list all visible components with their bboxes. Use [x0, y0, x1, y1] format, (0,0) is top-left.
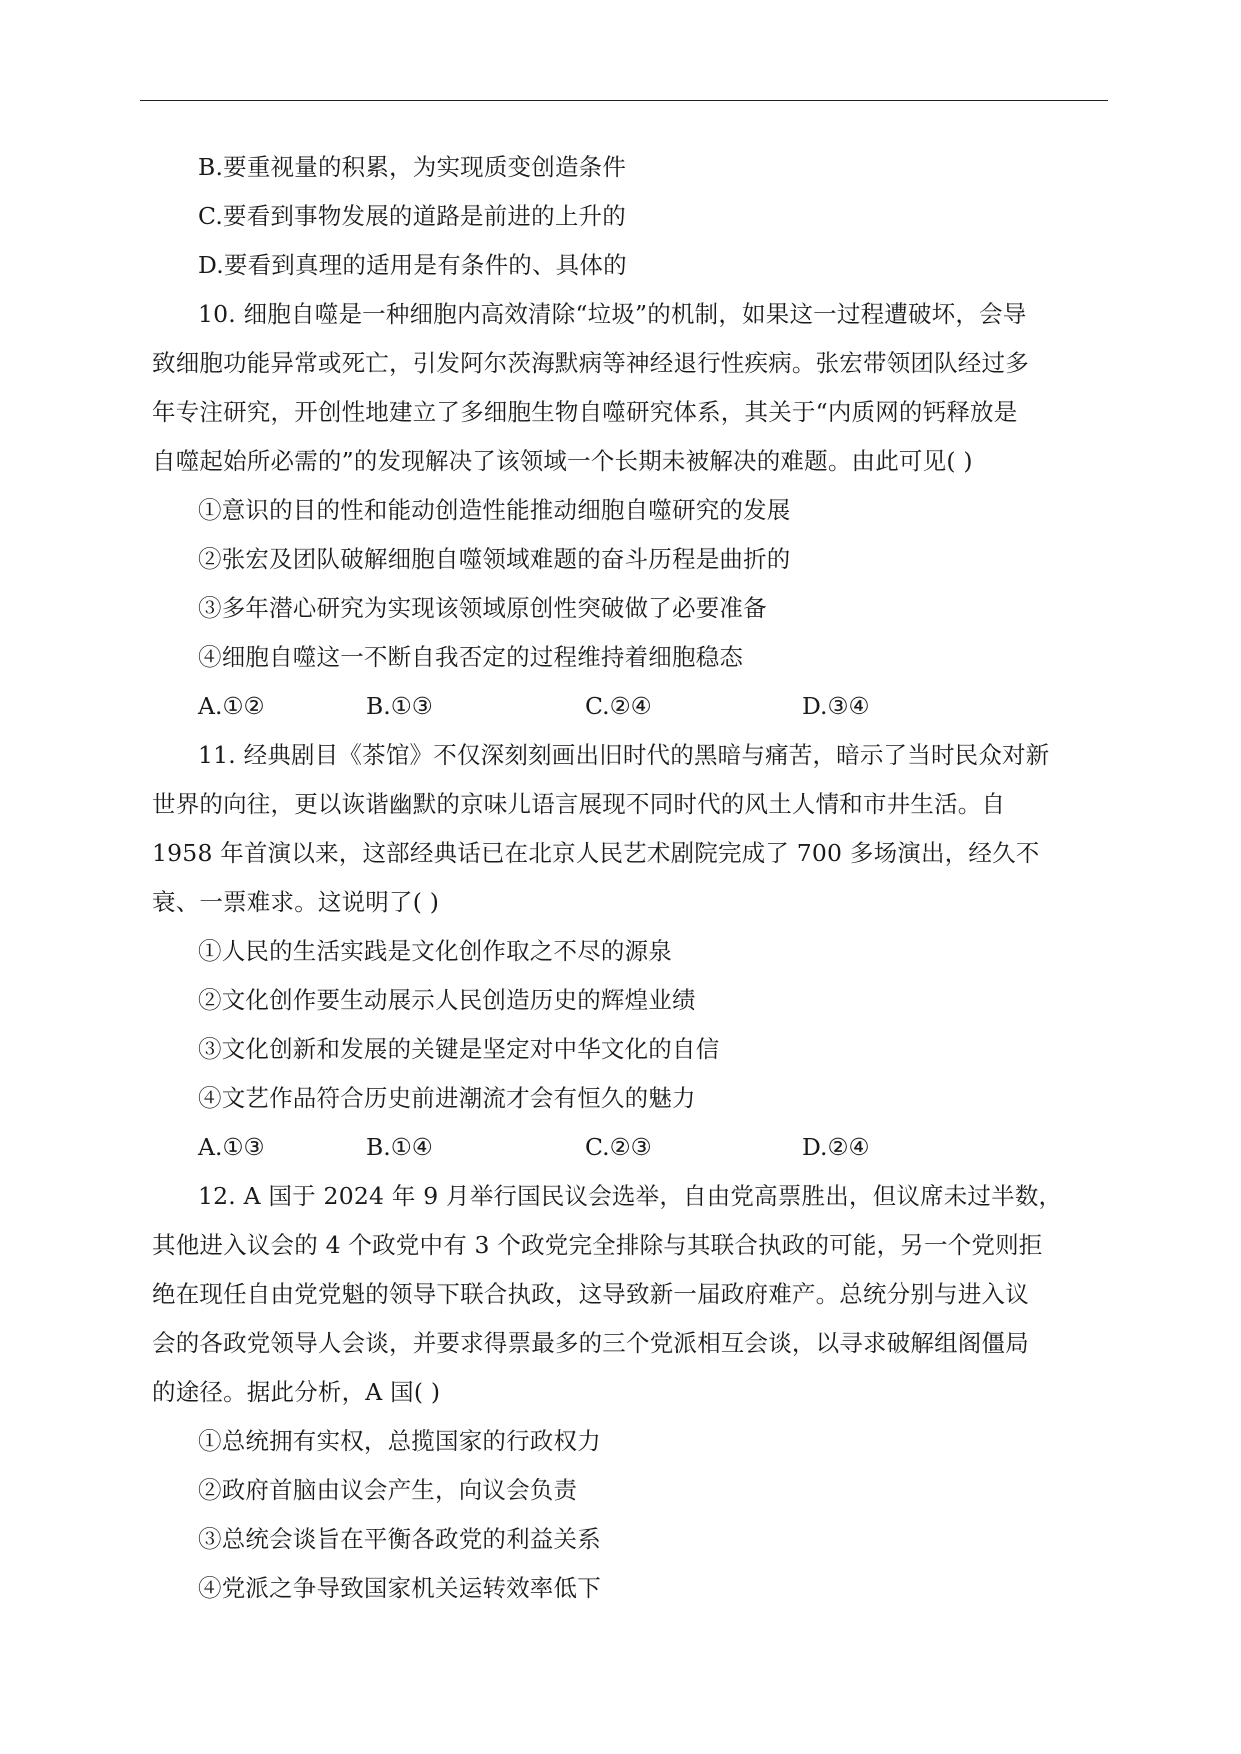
q12-statement-2: ②政府首脑由议会产生，向议会负责: [198, 1476, 578, 1504]
q10-stem-line-1: 10. 细胞自噬是一种细胞内高效清除“垃圾”的机制，如果这一过程遭破坏，会导: [198, 300, 1027, 328]
q11-choice-b: B.①④: [366, 1133, 433, 1161]
q11-statement-1: ①人民的生活实践是文化创作取之不尽的源泉: [198, 937, 672, 965]
q10-statement-3: ③多年潜心研究为实现该领域原创性突破做了必要准备: [198, 594, 767, 622]
q12-statement-4: ④党派之争导致国家机关运转效率低下: [198, 1574, 601, 1602]
q12-stem-line-2: 其他进入议会的 4 个政党中有 3 个政党完全排除与其联合执政的可能，另一个党则拒: [152, 1231, 1043, 1259]
q10-statement-1: ①意识的目的性和能动创造性能推动细胞自噬研究的发展: [198, 496, 791, 524]
q10-statement-2: ②张宏及团队破解细胞自噬领域难题的奋斗历程是曲折的: [198, 545, 791, 573]
prev-option-d: D.要看到真理的适用是有条件的、具体的: [198, 251, 627, 279]
q10-choice-b: B.①③: [366, 692, 433, 720]
q12-stem-line-3: 绝在现任自由党党魁的领导下联合执政，这导致新一届政府难产。总统分别与进入议: [152, 1280, 1029, 1308]
q10-choice-c: C.②④: [585, 692, 652, 720]
q11-choice-a: A.①③: [198, 1133, 265, 1161]
q11-choice-c: C.②③: [585, 1133, 652, 1161]
q11-statement-2: ②文化创作要生动展示人民创造历史的辉煌业绩: [198, 986, 696, 1014]
q11-stem-line-3: 1958 年首演以来，这部经典话已在北京人民艺术剧院完成了 700 多场演出，经久不: [152, 839, 1040, 867]
q10-statement-4: ④细胞自噬这一不断自我否定的过程维持着细胞稳态: [198, 643, 744, 671]
q11-statement-3: ③文化创新和发展的关键是坚定对中华文化的自信: [198, 1035, 720, 1063]
prev-option-c: C.要看到事物发展的道路是前进的上升的: [198, 202, 626, 230]
q12-stem-line-1: 12. A 国于 2024 年 9 月举行国民议会选举，自由党高票胜出，但议席未过半数，: [198, 1182, 1063, 1210]
q10-choice-d: D.③④: [802, 692, 870, 720]
q10-stem-line-3: 年专注研究，开创性地建立了多细胞生物自噬研究体系，其关于“内质网的钙释放是: [152, 398, 1018, 426]
q10-choice-a: A.①②: [198, 692, 265, 720]
q10-stem-line-4: 自噬起始所必需的”的发现解决了该领域一个长期未被解决的难题。由此可见( ): [152, 447, 973, 475]
header-rule: [140, 100, 1108, 101]
prev-option-b: B.要重视量的积累，为实现质变创造条件: [198, 153, 627, 181]
q11-stem-line-4: 衰、一票难求。这说明了( ): [152, 888, 440, 916]
q12-statement-1: ①总统拥有实权，总揽国家的行政权力: [198, 1427, 601, 1455]
q11-stem-line-1: 11. 经典剧目《茶馆》不仅深刻刻画出旧时代的黑暗与痛苦，暗示了当时民众对新: [198, 741, 1050, 769]
q10-stem-line-2: 致细胞功能异常或死亡，引发阿尔茨海默病等神经退行性疾病。张宏带领团队经过多: [152, 349, 1029, 377]
q11-choice-d: D.②④: [802, 1133, 870, 1161]
q12-statement-3: ③总统会谈旨在平衡各政党的利益关系: [198, 1525, 601, 1553]
q12-stem-line-5: 的途径。据此分析，A 国( ): [152, 1378, 441, 1406]
q11-stem-line-2: 世界的向往，更以诙谐幽默的京味儿语言展现不同时代的风土人情和市井生活。自: [152, 790, 1006, 818]
q11-statement-4: ④文艺作品符合历史前进潮流才会有恒久的魅力: [198, 1084, 696, 1112]
q12-stem-line-4: 会的各政党领导人会谈，并要求得票最多的三个党派相互会谈，以寻求破解组阁僵局: [152, 1329, 1029, 1357]
